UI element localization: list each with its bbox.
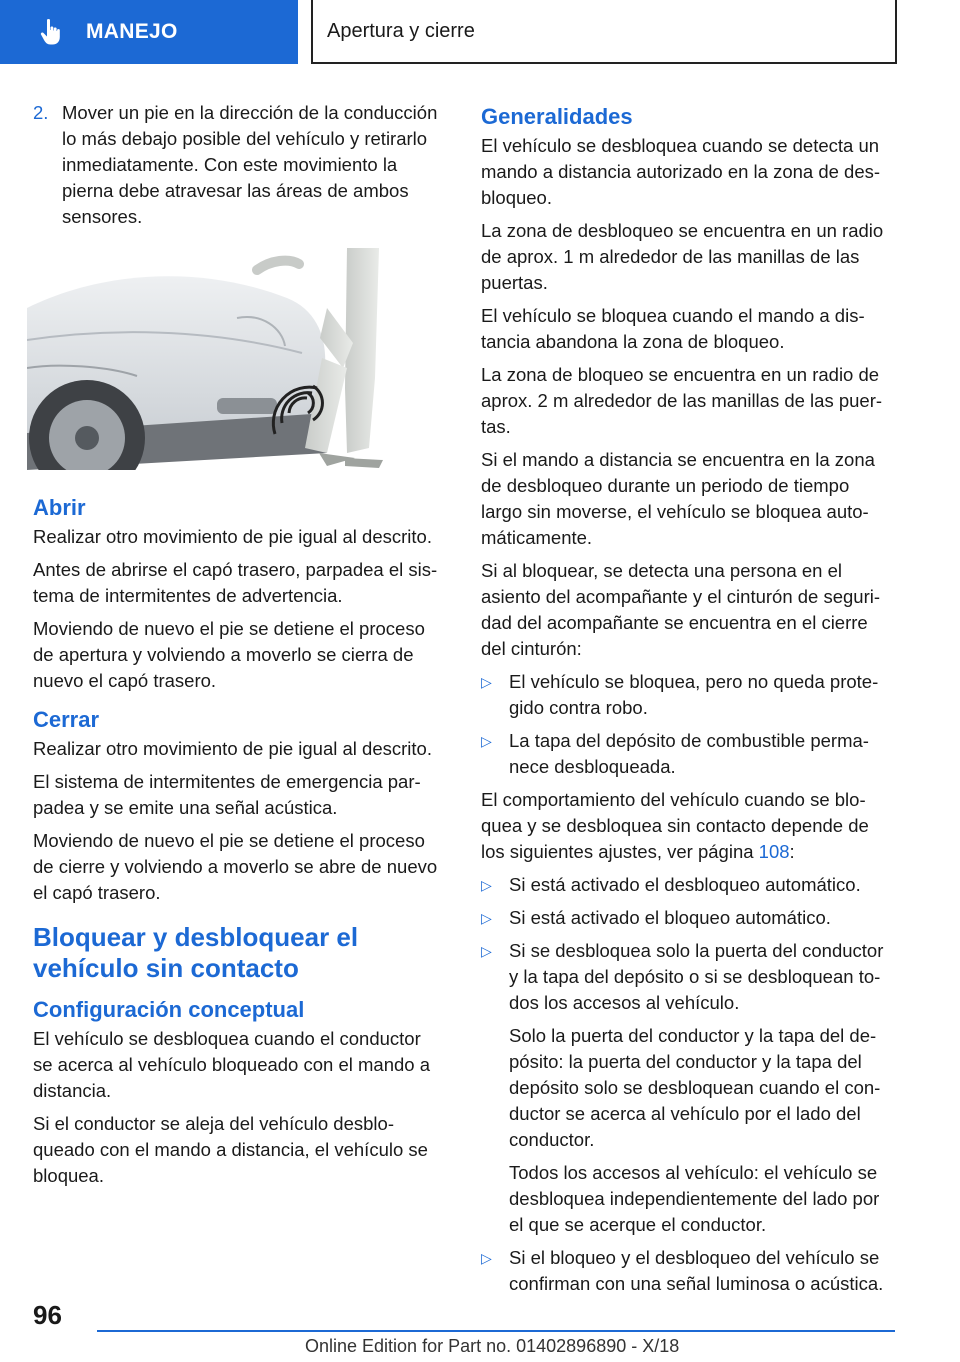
list-item: ▷ Si el bloqueo y el desbloqueo del vehículo se confirman con una señal luminosa o acústica. xyxy=(481,1245,895,1297)
config-paragraph: Si el conductor se aleja del vehículo desbloqueado con el mando a distancia, el vehículo se bloquea. xyxy=(33,1113,428,1186)
cerrar-paragraph: Realizar otro movimiento de pie igual al descrito. xyxy=(33,738,432,759)
list-item: ▷ Si se desbloquea solo la puerta del conductor y la tapa del depósito o si se desbloquean todos los accesos al vehículo. xyxy=(481,938,895,1016)
step-text: Mover un pie en la dirección de la conducción lo más debajo posible del vehículo y retirarlo inmediatamente. Con este movimiento la pierna debe atravesar las áreas de ambos sensores. xyxy=(62,102,438,227)
left-column xyxy=(33,100,445,1196)
chapter-label: MANEJO xyxy=(86,20,178,43)
bullet-list xyxy=(481,872,895,1297)
hand-pointer-icon xyxy=(36,17,66,47)
bullet-list xyxy=(481,669,895,780)
config-heading: Configuración conceptual xyxy=(33,997,305,1022)
footer-divider xyxy=(97,1330,895,1332)
section-label: Apertura y cierre xyxy=(327,19,475,42)
triangle-bullet-icon: ▷ xyxy=(481,877,492,893)
list-item: ▷ Si está activado el desbloqueo automático. xyxy=(481,872,895,898)
triangle-bullet-icon: ▷ xyxy=(481,733,492,749)
page-link[interactable]: 108 xyxy=(758,841,790,862)
section-heading: Bloquear y desbloquear el vehículo sin contacto xyxy=(33,922,359,983)
abrir-paragraph: Realizar otro movimiento de pie igual al descrito. xyxy=(33,526,432,547)
triangle-bullet-icon: ▷ xyxy=(481,910,492,926)
paragraph: El vehículo se desbloquea cuando se detecta un mando a distancia autorizado en la zona de desbloqueo. xyxy=(481,135,881,208)
list-item-continuation: Solo la puerta del conductor y la tapa del depósito: la puerta del conductor y la tapa del depósito solo se desbloquean cuando el conductor se acerca al vehículo por el lado del conductor. xyxy=(509,1025,881,1150)
cerrar-paragraph: Moviendo de nuevo el pie se detiene el proceso de cierre y volviendo a moverlo se abre de nuevo el capó trasero. xyxy=(33,830,438,903)
paragraph: Si al bloquear, se detecta una persona en el asiento del acompañante y el cinturón de seguridad del acompañante se encuentra en el cierre del cinturón: xyxy=(481,560,881,659)
list-item-continuation: Todos los accesos al vehículo: el vehículo se desbloquea independientemente del lado por el que se acerque el conductor. xyxy=(509,1162,880,1235)
config-paragraph: El vehículo se desbloquea cuando el conductor se acerca al vehículo bloqueado con el mando a distancia. xyxy=(33,1028,430,1101)
abrir-heading: Abrir xyxy=(33,495,86,520)
page-number: 96 xyxy=(33,1300,62,1330)
right-column xyxy=(481,100,895,1304)
cerrar-heading: Cerrar xyxy=(33,707,100,732)
triangle-bullet-icon: ▷ xyxy=(481,1250,492,1266)
page-header xyxy=(0,0,960,66)
section-tab[interactable] xyxy=(311,0,897,64)
list-item: ▷ Si está activado el bloqueo automático. xyxy=(481,905,895,931)
cerrar-paragraph: El sistema de intermitentes de emergencia parpadea y se emite una señal acústica. xyxy=(33,771,421,818)
paragraph: El comportamiento del vehículo cuando se bloquea y se desbloquea sin contacto depende de los siguientes ajustes, ver página 108: xyxy=(481,789,869,862)
triangle-bullet-icon: ▷ xyxy=(481,943,492,959)
list-item: ▷ El vehículo se bloquea, pero no queda protegido contra robo. xyxy=(481,669,895,721)
kick-sensor-illustration xyxy=(27,248,383,470)
triangle-bullet-icon: ▷ xyxy=(481,674,492,690)
edition-text: Online Edition for Part no. 01402896890 - X/18 xyxy=(305,1336,680,1356)
chapter-tab[interactable] xyxy=(0,0,298,64)
paragraph: Si el mando a distancia se encuentra en la zona de desbloqueo durante un periodo de tiempo largo sin moverse, el vehículo se bloquea automáticamente. xyxy=(481,449,875,548)
step-number: 2. xyxy=(33,102,49,123)
step-2 xyxy=(33,100,445,230)
list-item: ▷ La tapa del depósito de combustible permanece desbloqueada. xyxy=(481,728,895,780)
paragraph: La zona de desbloqueo se encuentra en un radio de aprox. 1 m alrededor de las manillas de las puertas. xyxy=(481,220,884,293)
abrir-paragraph: Antes de abrirse el capó trasero, parpadea el sistema de intermitentes de advertencia. xyxy=(33,559,438,606)
paragraph: El vehículo se bloquea cuando el mando a distancia abandona la zona de bloqueo. xyxy=(481,305,865,352)
abrir-paragraph: Moviendo de nuevo el pie se detiene el proceso de apertura y volviendo a moverlo se cierra de nuevo el capó trasero. xyxy=(33,618,425,691)
paragraph: La zona de bloqueo se encuentra en un radio de aprox. 2 m alrededor de las manillas de las puertas. xyxy=(481,364,883,437)
generalidades-heading: Generalidades xyxy=(481,104,633,129)
